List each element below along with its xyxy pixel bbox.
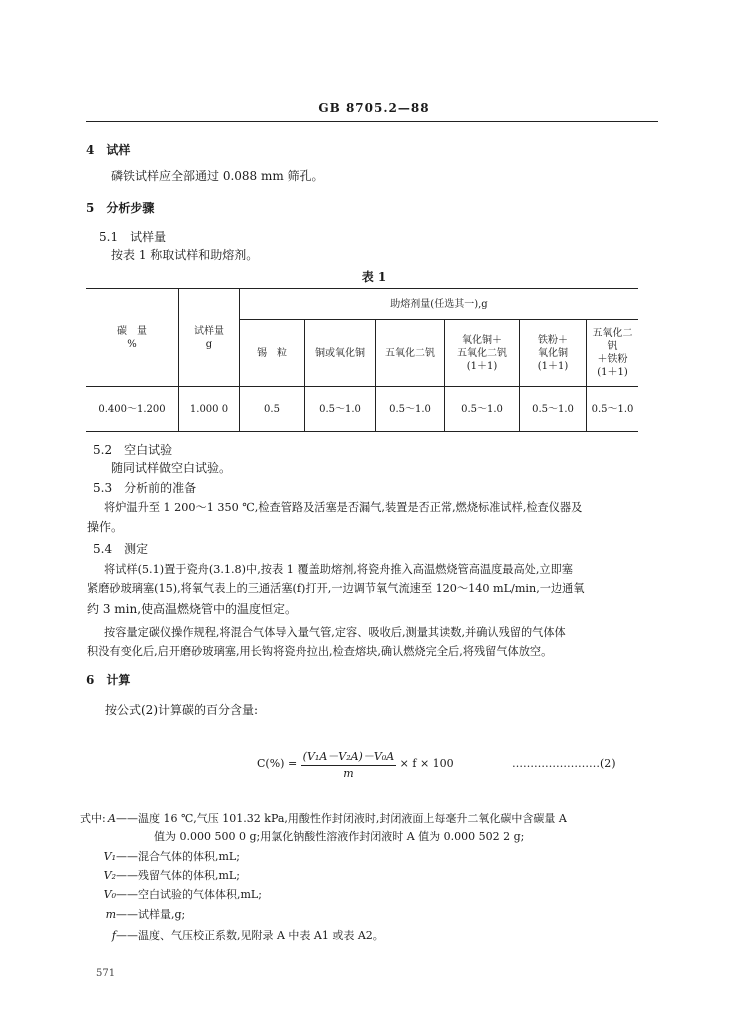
col-header-v2o5: 五氧化二钒 — [376, 320, 445, 387]
formula-tail: × f × 100 — [399, 757, 454, 770]
col-header-carbon: 碳 量 % — [86, 289, 179, 387]
section-5-4-title: 5.4 测定 — [93, 542, 149, 556]
section-6-title: 6 计算 — [86, 673, 131, 687]
section-5-1-text: 按表 1 称取试样和助熔剂。 — [111, 248, 259, 262]
table-cell: 0.400～1.200 — [86, 387, 179, 432]
col-header-sample: 试样量 g — [179, 289, 240, 387]
formula-denominator: m — [343, 767, 354, 780]
page-header: GB 8705.2—88 — [318, 101, 430, 115]
section-5-2-title: 5.2 空白试验 — [93, 443, 173, 457]
section-5-1-title: 5.1 试样量 — [99, 230, 167, 244]
carbon-formula — [257, 748, 454, 780]
section-5-3-line-1: 将炉温升至 1 200～1 350 ℃,检查管路及活塞是否漏气,装置是否正常,燃烧标准试样,检查仪器及 — [104, 501, 583, 514]
where-item-a-cont: 值为 0.000 500 0 g;用氯化钠酸性溶液作封闭液时 A 值为 0.000 502 2 g; — [154, 830, 525, 843]
table-cell: 1.000 0 — [179, 387, 240, 432]
table-cell: 0.5～1.0 — [445, 387, 520, 432]
where-item-m: m——试样量,g; — [105, 908, 186, 921]
table-cell: 0.5～1.0 — [305, 387, 376, 432]
where-item-v2: V₂——残留气体的体积,mL; — [103, 869, 240, 882]
where-item-a: A——温度 16 ℃,气压 101.32 kPa,用酸性作封闭液时,封闭液面上每毫升二氧化碳中含碳量 A — [108, 812, 567, 825]
table-cell: 0.5～1.0 — [587, 387, 639, 432]
col-header-copper-oxide: 铜或氧化铜 — [305, 320, 376, 387]
table-cell: 0.5～1.0 — [376, 387, 445, 432]
col-header-v2o5-fe: 五氧化二钒 ＋铁粉 (1＋1) — [587, 320, 639, 387]
section-5-3-line-2: 操作。 — [87, 520, 124, 534]
col-header-tin: 锡 粒 — [240, 320, 305, 387]
table-cell: 0.5 — [240, 387, 305, 432]
section-5-4-line-1: 将试样(5.1)置于瓷舟(3.1.8)中,按表 1 覆盖助熔剂,将瓷舟推入高温燃烧管高温度最高处,立即塞 — [104, 563, 573, 576]
table-caption: 表 1 — [361, 270, 387, 284]
section-5-4-line-5: 积没有变化后,启开磨砂玻璃塞,用长钩将瓷舟拉出,检查熔块,确认燃烧完全后,将残留气体放空。 — [87, 645, 553, 658]
where-item-f: f——温度、气压校正系数,见附录 A 中表 A1 或表 A2。 — [111, 929, 384, 942]
page-number: 571 — [96, 968, 116, 979]
col-header-cuo-v2o5: 氧化铜＋ 五氧化二钒 (1＋1) — [445, 320, 520, 387]
where-lead: 式中: — [80, 812, 106, 825]
section-4-title: 4 试样 — [86, 143, 131, 157]
section-5-4-line-3: 约 3 min,使高温燃烧管中的温度恒定。 — [87, 602, 298, 616]
header-rule — [86, 121, 658, 122]
col-header-flux: 助熔剂量(任选其一),g — [240, 289, 639, 320]
section-5-4-line-4: 按容量定碳仪操作规程,将混合气体导入量气管,定容、吸收后,测量其读数,并确认残留的气体体 — [104, 626, 566, 639]
formula-lhs: C(%) = — [257, 757, 298, 770]
section-5-4-line-2: 紧磨砂玻璃塞(15),将氧气表上的三通活塞(f)打开,一边调节氧气流速至 120～140 mL/min,一边通氧 — [87, 582, 585, 595]
formula-fraction — [301, 748, 396, 780]
section-4-text: 磷铁试样应全部通过 0.088 mm 筛孔。 — [111, 169, 324, 183]
section-5-2-text: 随同试样做空白试验。 — [111, 461, 232, 475]
table-1 — [86, 288, 638, 432]
col-header-fe-cuo: 铁粉＋ 氧化铜 (1＋1) — [520, 320, 587, 387]
section-6-text: 按公式(2)计算碳的百分含量: — [105, 703, 259, 717]
table-cell: 0.5～1.0 — [520, 387, 587, 432]
section-5-3-title: 5.3 分析前的准备 — [93, 481, 197, 495]
equation-number: ……………………(2) — [512, 757, 616, 770]
section-5-title: 5 分析步骤 — [86, 201, 155, 215]
where-item-v1: V₁——混合气体的体积,mL; — [103, 850, 240, 863]
where-item-v0: V₀——空白试验的气体体积,mL; — [103, 888, 262, 901]
formula-numerator: (V₁A－V₂A)－V₀A — [301, 748, 396, 766]
